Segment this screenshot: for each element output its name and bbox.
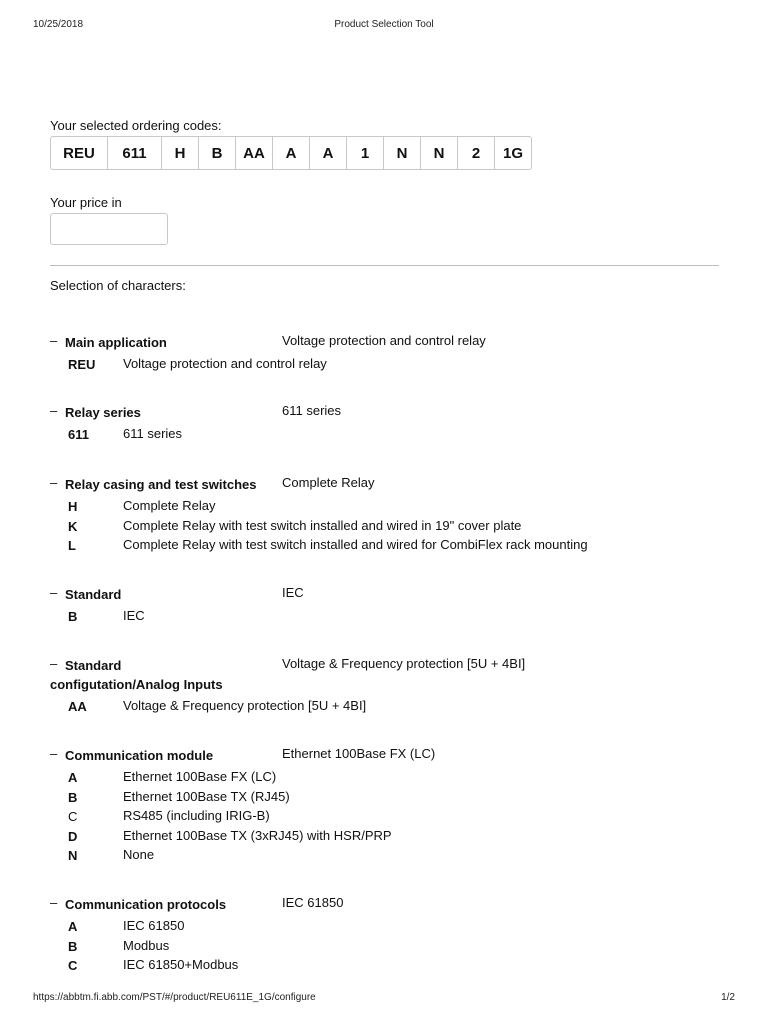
section-selected-value: Voltage & Frequency protection [5U + 4BI] bbox=[282, 656, 526, 671]
section-title: Relay casing and test switches bbox=[65, 477, 257, 492]
option-code: A bbox=[68, 919, 78, 934]
option-description: Modbus bbox=[123, 937, 170, 953]
option-item[interactable] bbox=[50, 537, 730, 557]
option-description: Voltage & Frequency protection [5U + 4BI] bbox=[123, 698, 367, 713]
option-code: AA bbox=[68, 699, 87, 714]
print-title: Product Selection Tool bbox=[334, 19, 434, 30]
section-selected-value: 611 series bbox=[282, 403, 342, 418]
section-selected-value: IEC bbox=[282, 585, 304, 600]
section-header[interactable] bbox=[50, 656, 730, 693]
collapse-icon[interactable]: – bbox=[50, 333, 58, 348]
ordering-codes-label: Your selected ordering codes: bbox=[50, 118, 222, 133]
selection-heading: Selection of characters: bbox=[50, 278, 186, 293]
option-list bbox=[50, 769, 730, 867]
ordering-code-12[interactable]: 1G bbox=[494, 136, 532, 170]
section-relay-series bbox=[50, 403, 730, 446]
option-item[interactable] bbox=[50, 957, 730, 977]
section-header[interactable] bbox=[50, 333, 730, 351]
collapse-icon[interactable]: – bbox=[50, 656, 58, 671]
section-selected-value: Ethernet 100Base FX (LC) bbox=[282, 746, 436, 761]
ordering-code-main-application[interactable]: REU bbox=[50, 136, 108, 170]
section-title: Communication protocols bbox=[65, 897, 227, 912]
option-description: IEC 61850 bbox=[123, 918, 185, 933]
option-code: A bbox=[68, 770, 78, 785]
section-header[interactable] bbox=[50, 585, 730, 603]
option-item[interactable] bbox=[50, 789, 730, 809]
option-item[interactable] bbox=[50, 498, 730, 518]
option-description: Complete Relay with test switch installed and wired for CombiFlex rack mounting bbox=[123, 537, 588, 552]
ordering-code-relay-series[interactable]: 611 bbox=[107, 136, 162, 170]
section-title: Standard bbox=[65, 587, 122, 602]
option-item[interactable] bbox=[50, 698, 730, 718]
option-description: Voltage protection and control relay bbox=[123, 356, 327, 371]
section-title: Main application bbox=[65, 335, 167, 350]
option-item[interactable] bbox=[50, 808, 730, 828]
option-code: C bbox=[68, 809, 78, 824]
section-communication-module bbox=[50, 746, 730, 867]
divider bbox=[50, 265, 719, 266]
option-code: 611 bbox=[68, 427, 89, 442]
option-list bbox=[50, 918, 730, 977]
ordering-code-8[interactable]: 1 bbox=[346, 136, 384, 170]
option-description: RS485 (including IRIG-B) bbox=[123, 808, 270, 823]
option-code: B bbox=[68, 789, 78, 805]
page-url: https://abbtm.fi.abb.com/PST/#/product/REU611E_1G/configure bbox=[33, 992, 316, 1003]
section-header[interactable] bbox=[50, 475, 730, 493]
option-item[interactable] bbox=[50, 918, 730, 938]
option-code: H bbox=[68, 499, 78, 514]
collapse-icon[interactable]: – bbox=[50, 746, 58, 761]
ordering-code-communication-module[interactable]: A bbox=[272, 136, 310, 170]
option-description: Ethernet 100Base FX (LC) bbox=[123, 769, 277, 784]
section-standard bbox=[50, 585, 730, 628]
section-standard-configuration bbox=[50, 656, 730, 718]
option-description: Complete Relay with test switch installed and wired in 19" cover plate bbox=[123, 517, 522, 533]
ordering-code-standard[interactable]: B bbox=[198, 136, 236, 170]
option-item[interactable] bbox=[50, 426, 730, 446]
option-description: None bbox=[123, 847, 155, 862]
section-relay-casing bbox=[50, 475, 730, 557]
option-description: Ethernet 100Base TX (3xRJ45) with HSR/PRP bbox=[123, 827, 392, 843]
ordering-panel bbox=[50, 118, 720, 245]
option-item[interactable] bbox=[50, 769, 730, 789]
price-label: Your price in bbox=[50, 195, 122, 210]
collapse-icon[interactable]: – bbox=[50, 895, 58, 910]
option-description: 611 series bbox=[123, 426, 183, 441]
ordering-code-9[interactable]: N bbox=[383, 136, 421, 170]
section-main-application bbox=[50, 333, 730, 376]
page-number: 1/2 bbox=[721, 992, 735, 1003]
section-selected-value: Complete Relay bbox=[282, 475, 375, 490]
option-item[interactable] bbox=[50, 356, 730, 376]
section-header[interactable] bbox=[50, 746, 730, 764]
ordering-code-communication-protocol[interactable]: A bbox=[309, 136, 347, 170]
option-description: Ethernet 100Base TX (RJ45) bbox=[123, 788, 290, 804]
option-code: B bbox=[68, 609, 78, 624]
option-code: N bbox=[68, 848, 78, 863]
section-title: Communication module bbox=[65, 748, 214, 763]
option-code: B bbox=[68, 938, 78, 954]
option-item[interactable] bbox=[50, 608, 730, 628]
option-item[interactable] bbox=[50, 518, 730, 538]
ordering-codes-bar bbox=[50, 136, 720, 170]
option-description: IEC 61850+Modbus bbox=[123, 957, 239, 972]
print-date: 10/25/2018 bbox=[33, 19, 84, 30]
ordering-code-11[interactable]: 2 bbox=[457, 136, 495, 170]
ordering-code-casing[interactable]: H bbox=[161, 136, 199, 170]
option-code: K bbox=[68, 518, 78, 534]
option-list bbox=[50, 498, 730, 557]
section-selected-value: Voltage protection and control relay bbox=[282, 333, 486, 348]
option-list bbox=[50, 426, 730, 446]
price-field[interactable] bbox=[50, 213, 168, 245]
section-header[interactable] bbox=[50, 895, 730, 913]
section-title: Standard configutation/Analog Inputs bbox=[50, 658, 223, 692]
option-item[interactable] bbox=[50, 828, 730, 848]
section-title: Relay series bbox=[65, 405, 141, 420]
option-description: IEC bbox=[123, 608, 145, 623]
option-code: D bbox=[68, 828, 78, 844]
ordering-code-10[interactable]: N bbox=[420, 136, 458, 170]
section-header[interactable] bbox=[50, 403, 730, 421]
option-list bbox=[50, 608, 730, 628]
option-list bbox=[50, 356, 730, 376]
ordering-code-configuration[interactable]: AA bbox=[235, 136, 273, 170]
collapse-icon[interactable]: – bbox=[50, 475, 58, 490]
section-selected-value: IEC 61850 bbox=[282, 895, 344, 910]
option-description: Complete Relay bbox=[123, 498, 216, 513]
section-communication-protocols bbox=[50, 895, 730, 977]
option-code: C bbox=[68, 958, 78, 973]
collapse-icon[interactable]: – bbox=[50, 585, 58, 600]
option-code: REU bbox=[68, 357, 96, 372]
option-item[interactable] bbox=[50, 847, 730, 867]
option-item[interactable] bbox=[50, 938, 730, 958]
option-list bbox=[50, 698, 730, 718]
option-code: L bbox=[68, 538, 76, 553]
collapse-icon[interactable]: – bbox=[50, 403, 58, 418]
